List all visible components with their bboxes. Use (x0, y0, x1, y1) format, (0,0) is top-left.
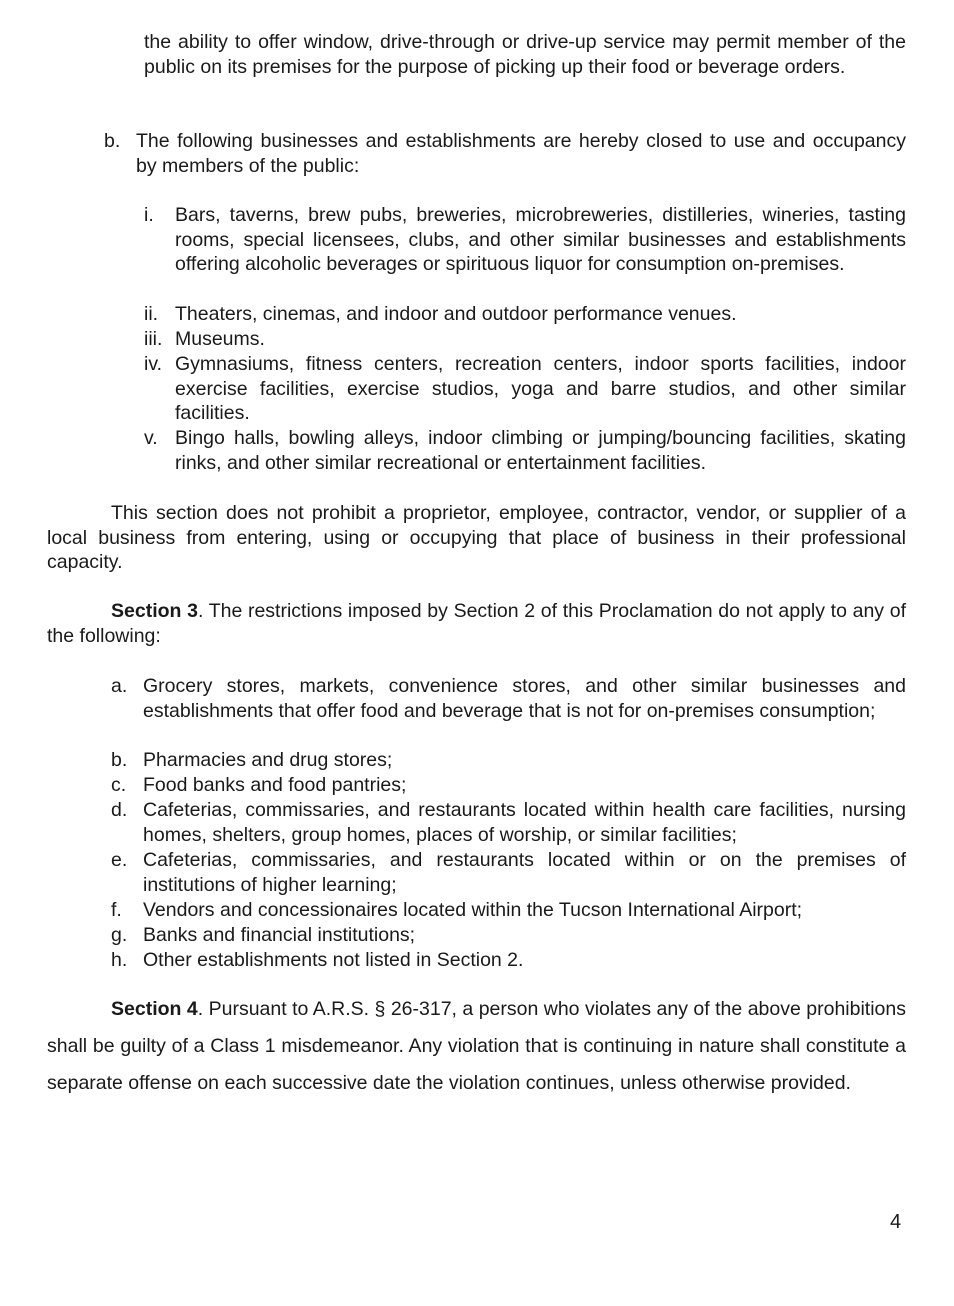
list-marker: b. (104, 130, 121, 152)
list-item-text: Bars, taverns, brew pubs, breweries, microbreweries, distilleries, wineries, tasting rooms, special licensees, clubs, and other similar businesses and establishments offering alcoholic beverages or spirituous liquor for consumption on-premises. (175, 204, 906, 276)
list-item-text: Theaters, cinemas, and indoor and outdoor performance venues. (175, 303, 737, 325)
section-3-heading: Section 3 (111, 600, 198, 622)
list-item-text: Cafeterias, commissaries, and restaurants located within health care facilities, nursing homes, shelters, group homes, places of worship, or similar facilities; (143, 799, 906, 846)
list-marker: a. (111, 675, 128, 697)
list-marker: b. (111, 749, 128, 771)
list-item-text: Pharmacies and drug stores; (143, 749, 393, 771)
list-item-text: Cafeterias, commissaries, and restaurants located within or on the premises of institutions of higher learning; (143, 849, 906, 896)
section-4-paragraph (47, 991, 906, 1102)
list-item-text: Food banks and food pantries; (143, 774, 407, 796)
list-marker: iii. (144, 328, 163, 350)
list-item-text: Museums. (175, 328, 265, 350)
list-item-text: Gymnasiums, fitness centers, recreation centers, indoor sports facilities, indoor exercise facilities, exercise studios, yoga and barre studios, and other similar facilities. (175, 353, 906, 425)
section-3-paragraph (47, 599, 906, 648)
paragraph-text: . The restrictions imposed by Section 2 of this Proclamation do not apply to any of the following: (47, 600, 906, 647)
list-item-text: Banks and financial institutions; (143, 924, 416, 946)
continuation-paragraph: the ability to offer window, drive-through or drive-up service may permit member of the public on its premises for the purpose of picking up their food or beverage orders. (144, 31, 906, 78)
list-marker: i. (144, 204, 154, 226)
list-marker: e. (111, 849, 128, 871)
paragraph-text: This section does not prohibit a proprietor, employee, contractor, vendor, or supplier of a local business from entering, using or occupying that place of business in their professional capacity. (47, 502, 906, 574)
list-item-text: Grocery stores, markets, convenience stores, and other similar businesses and establishments that offer food and beverage that is not for on-premises consumption; (143, 675, 906, 722)
list-item-text: Other establishments not listed in Section 2. (143, 949, 524, 971)
list-marker: g. (111, 924, 128, 946)
list-marker: h. (111, 949, 128, 971)
section-4-heading: Section 4 (111, 998, 198, 1020)
list-item-text: The following businesses and establishments are hereby closed to use and occupancy by members of the public: (136, 130, 906, 177)
list-marker: ii. (144, 303, 159, 325)
page-number: 4 (890, 1211, 902, 1233)
list-marker: iv. (144, 353, 163, 375)
list-marker: f. (111, 899, 122, 921)
list-item-text: Bingo halls, bowling alleys, indoor climbing or jumping/bouncing facilities, skating rinks, and other similar recreational or entertainment facilities. (175, 427, 906, 474)
paragraph-text: . Pursuant to A.R.S. § 26-317, a person who violates any of the above prohibitions shall be guilty of a Class 1 misdemeanor. Any violation that is continuing in nature shall constitute a separate offense on each successive date the violation continues, unless otherwise provided. (47, 998, 906, 1094)
list-marker: v. (144, 427, 158, 449)
list-item-text: Vendors and concessionaires located within the Tucson International Airport; (143, 899, 803, 921)
list-marker: d. (111, 799, 128, 821)
list-marker: c. (111, 774, 127, 796)
exemption-paragraph (47, 501, 906, 575)
